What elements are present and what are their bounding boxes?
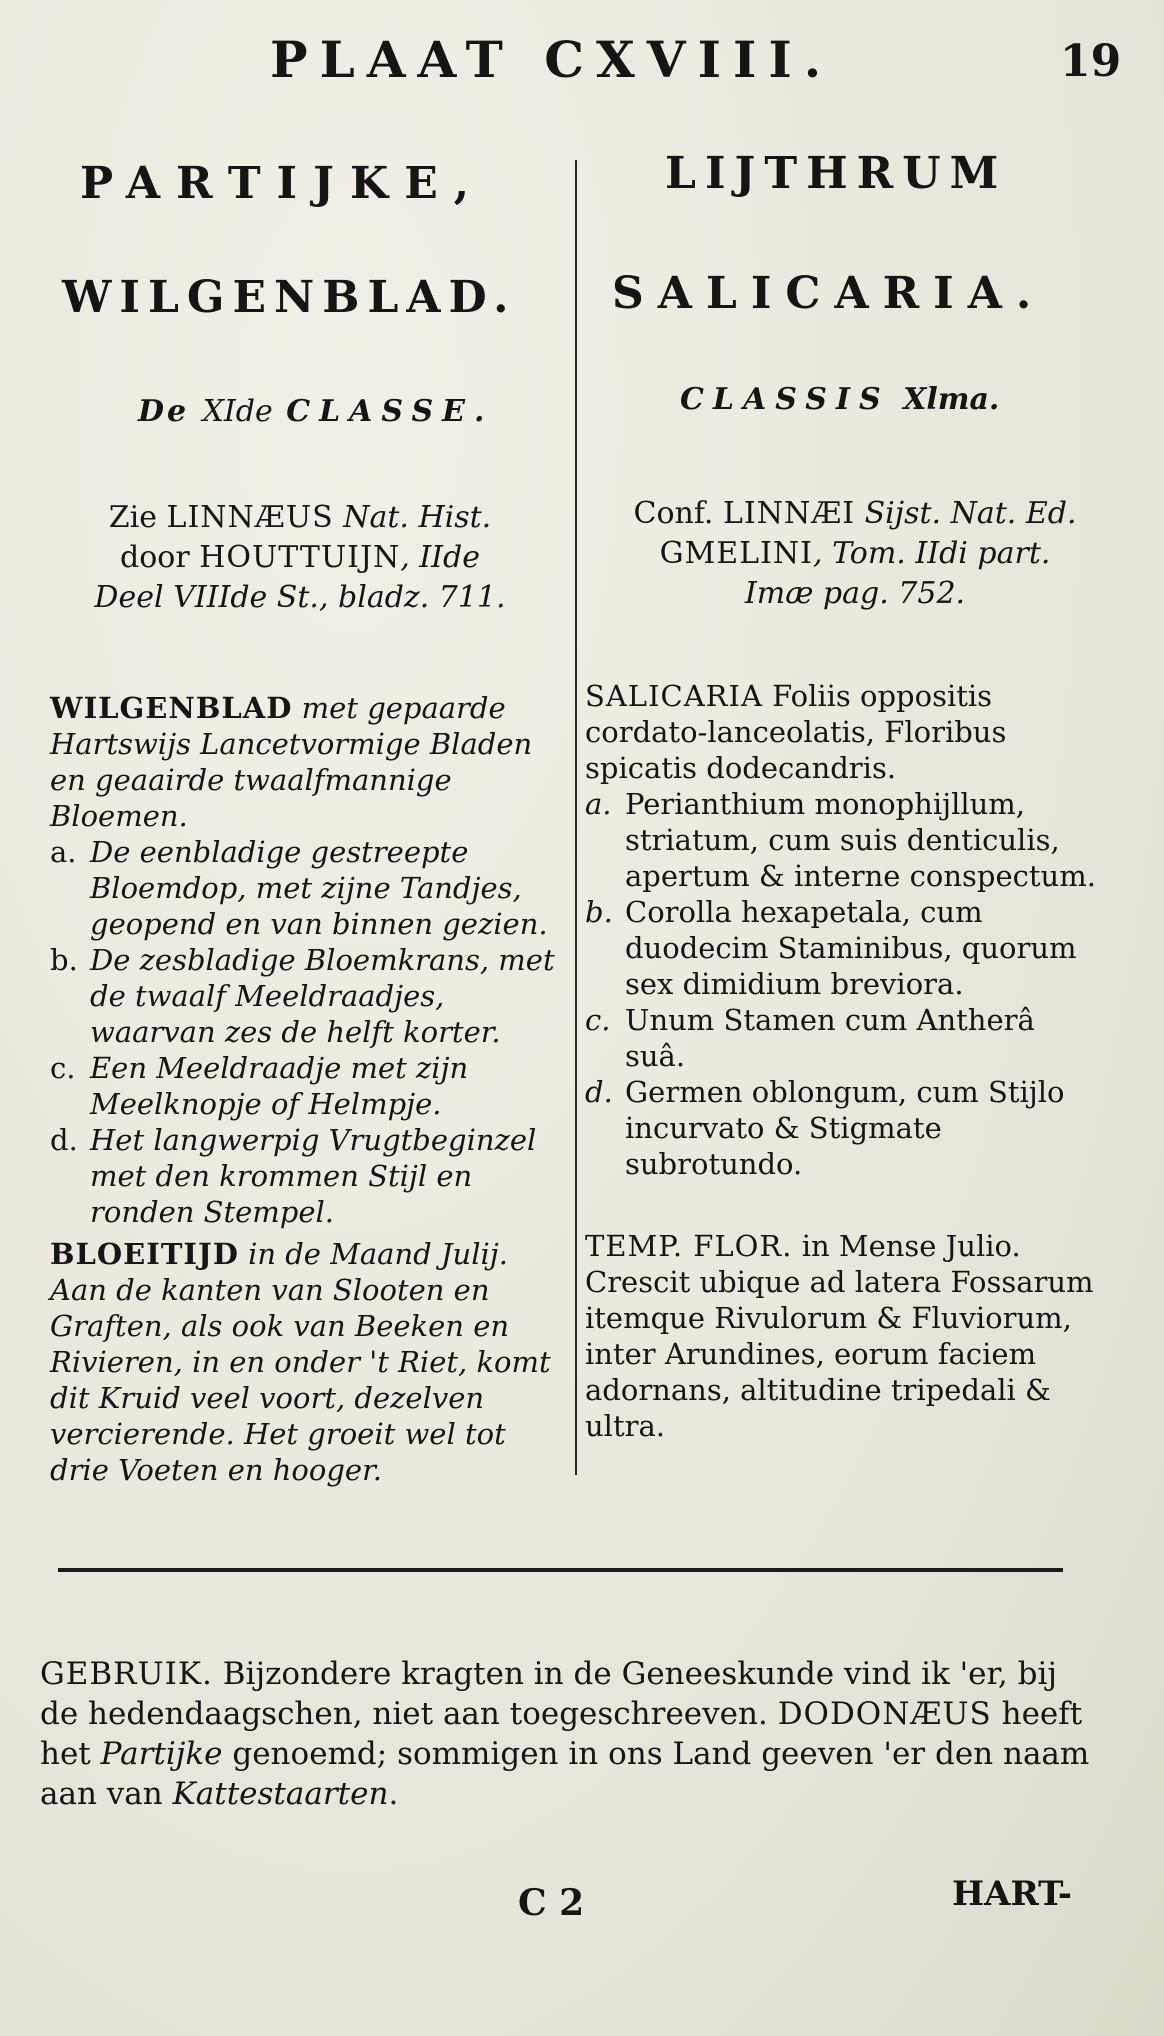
right-ref-l3: Imæ pag. 752.: [744, 576, 966, 611]
left-desc-rest: met gepaarde Hartswijs Lancetvormige Bladen en geaairde twaalfmannige Bloemen.: [50, 691, 533, 833]
right-classis-word: CLASSIS: [680, 382, 890, 417]
right-item-a-text: Perianthium monophijllum, striatum, cum suis denticulis, apertum & interne conspectum.: [625, 787, 1096, 893]
right-ref-l1b: LINNÆI: [722, 496, 856, 531]
right-ref-l2b: , Tom. IIdi part.: [813, 536, 1051, 571]
right-ref-l1a: Conf.: [633, 496, 723, 531]
left-reference: [40, 498, 560, 618]
right-desc-head: SALICARIA: [585, 679, 763, 713]
right-classis: [680, 382, 999, 417]
left-classe-word: CLASSE.: [286, 394, 494, 429]
usage-paragraph: [40, 1654, 1090, 1814]
right-temp-head: TEMP. FLOR.: [585, 1229, 793, 1263]
right-item-c-label: c.: [585, 1003, 611, 1037]
left-classe-prefix: De: [138, 394, 190, 429]
page-header-title: PLAAT CXVIII.: [270, 30, 834, 89]
left-classe: [138, 394, 493, 429]
right-ref-l2a: GMELINI: [659, 536, 814, 571]
right-title-line2: SALICARIA.: [612, 268, 1046, 319]
left-item-c: [50, 1050, 565, 1122]
right-item-c: [585, 1002, 1100, 1074]
usage-partijke: Partijke: [100, 1736, 223, 1772]
left-item-d-label: d.: [50, 1123, 78, 1157]
left-item-b-label: b.: [50, 943, 78, 977]
left-ref-l1c: Nat. Hist.: [333, 500, 492, 535]
right-description: [585, 678, 1100, 1182]
right-desc-rest: Foliis oppositis cordato-lanceolatis, Floribus spicatis dodecandris.: [585, 679, 1007, 785]
usage-t1: Bijzondere kragten in de Geneeskunde vind ik 'er, bij de hedendaagschen, niet aan toegeschreeven.: [40, 1656, 1058, 1732]
right-title-line1: LIJTHRUM: [665, 148, 1008, 199]
left-item-a-text: De eenbladige gestreepte Bloemdop, met zijne Tandjes, geopend en van binnen gezien.: [90, 835, 548, 941]
catchword: HART-: [952, 1874, 1072, 1914]
usage-t2: heeft het: [40, 1696, 1083, 1772]
left-item-d: [50, 1122, 565, 1230]
signature-mark: C 2: [518, 1882, 585, 1924]
right-item-a-label: a.: [585, 787, 612, 821]
left-desc-head: WILGENBLAD: [50, 691, 293, 725]
right-item-d-label: d.: [585, 1075, 613, 1109]
left-item-a-label: a.: [50, 835, 77, 869]
left-title-line2: WILGENBLAD.: [62, 272, 517, 323]
left-item-b-text: De zesbladige Bloemkrans, met de twaalf Meeldraadjes, waarvan zes de helft korter.: [90, 943, 555, 1049]
right-classis-ord: Xlma.: [903, 382, 1000, 417]
left-ref-l2c: , IIde: [400, 540, 480, 575]
left-item-d-text: Het langwerpig Vrugtbeginzel met den krommen Stijl en ronden Stempel.: [90, 1123, 537, 1229]
usage-t4: .: [388, 1776, 399, 1812]
left-ref-l2b: HOUTTUIJN: [199, 540, 401, 575]
right-item-b-label: b.: [585, 895, 613, 929]
usage-name: DODONÆUS: [777, 1696, 992, 1732]
left-ref-l1b: LINNÆUS: [166, 500, 334, 535]
usage-t3: genoemd; sommigen in ons Land geeven 'er den naam aan van: [40, 1736, 1090, 1812]
left-item-c-label: c.: [50, 1051, 76, 1085]
left-item-b: [50, 942, 565, 1050]
left-ref-l2a: door: [120, 540, 200, 575]
usage-head: GEBRUIK.: [40, 1656, 213, 1692]
right-desc-intro: [585, 678, 1100, 786]
right-item-c-text: Unum Stamen cum Antherâ suâ.: [625, 1003, 1035, 1073]
column-divider: [575, 160, 577, 1475]
left-bloei-rest: in de Maand Julij. Aan de kanten van Slooten en Graften, als ook van Beeken en Rivieren, in en onder 't Riet, komt dit Kruid veel voort, dezelven vercierende. Het groeit wel tot drie Voeten en hooger.: [50, 1237, 551, 1487]
right-item-b: [585, 894, 1100, 1002]
right-temp-rest: in Mense Julio. Crescit ubique ad latera Fossarum itemque Rivulorum & Fluviorum, inter Arundines, eorum faciem adornans, altitudine tripedali & ultra.: [585, 1229, 1094, 1443]
right-item-d-text: Germen oblongum, cum Stijlo incurvato & Stigmate subrotundo.: [625, 1075, 1065, 1181]
right-temp-flor: [585, 1228, 1100, 1444]
left-classe-ord: XIde: [202, 394, 273, 429]
left-item-c-text: Een Meeldraadje met zijn Meelknopje of Helmpje.: [90, 1051, 469, 1121]
left-bloei-head: BLOEITIJD: [50, 1237, 239, 1271]
left-item-a: [50, 834, 565, 942]
right-item-d: [585, 1074, 1100, 1182]
right-item-a: [585, 786, 1100, 894]
right-reference: [585, 494, 1125, 614]
left-bloeitijd: [50, 1236, 565, 1488]
right-item-b-text: Corolla hexapetala, cum duodecim Staminibus, quorum sex dimidium breviora.: [625, 895, 1077, 1001]
left-description: [50, 690, 565, 1230]
section-rule: [58, 1568, 1063, 1572]
left-ref-l1a: Zie: [108, 500, 167, 535]
usage-katte: Kattestaarten: [172, 1776, 389, 1812]
left-desc-intro: [50, 690, 565, 834]
right-ref-l1c: Sijst. Nat. Ed.: [855, 496, 1077, 531]
left-ref-l3: Deel VIIIde St., bladz. 711.: [94, 580, 506, 615]
left-title-line1: PARTIJKE,: [80, 158, 486, 209]
page-number: 19: [1060, 36, 1122, 87]
